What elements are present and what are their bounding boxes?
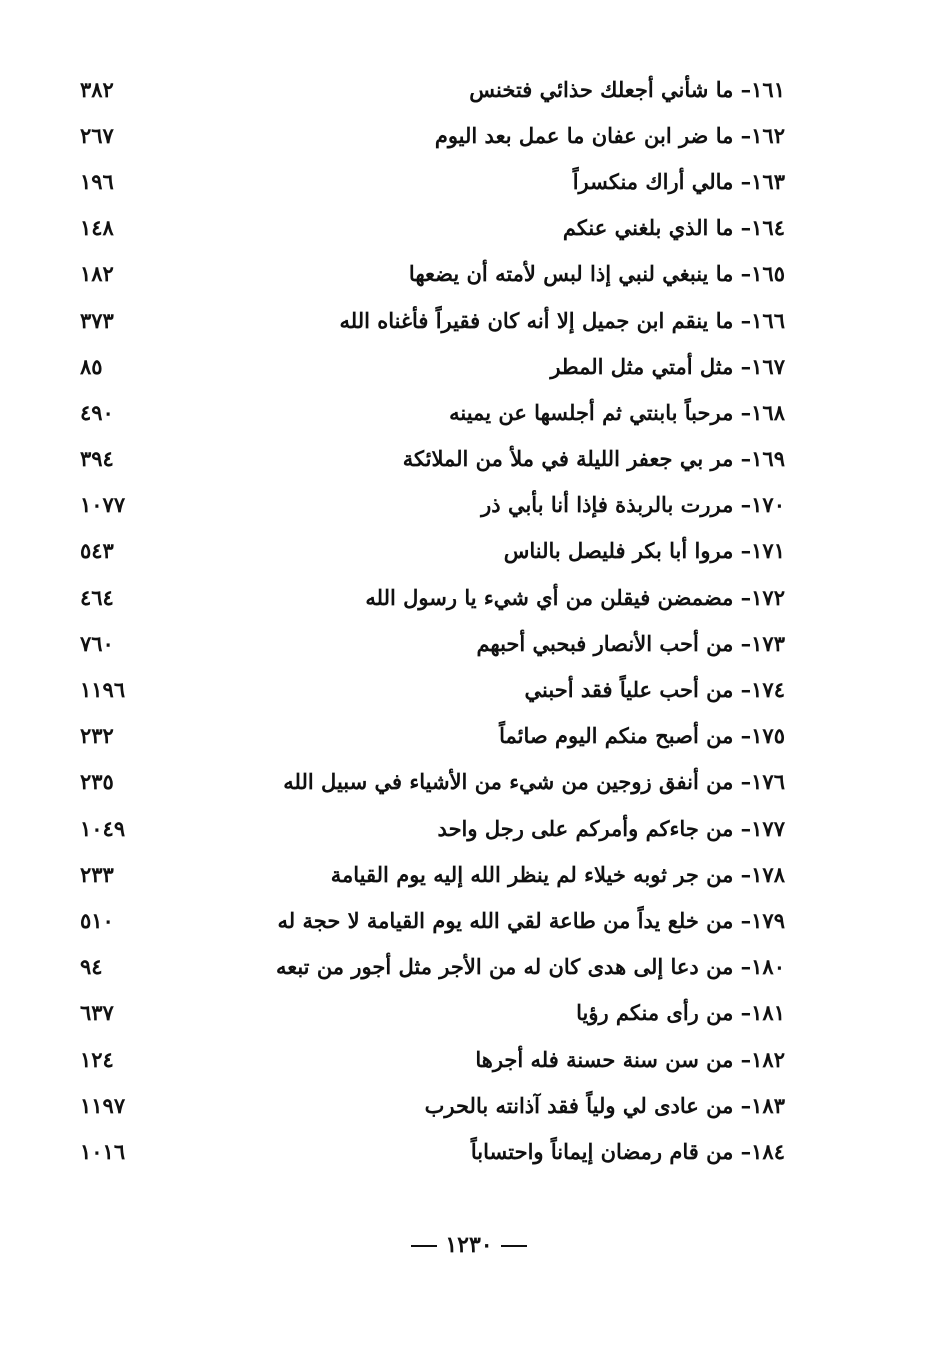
page-number: ١٢٣٠ <box>445 1232 493 1258</box>
entry-page-number: ١١٩٧ <box>80 1092 126 1118</box>
list-item <box>80 482 785 528</box>
entry-page-number: ٦٣٧ <box>80 1000 114 1026</box>
list-item <box>80 620 785 666</box>
entry-text: ١٧٦– من أنفق زوجين من شيء من الأشياء في سبيل الله <box>283 769 785 795</box>
entry-text: ١٨١– من رأى منكم رؤيا <box>576 1000 785 1026</box>
entry-text: ١٦٧– مثل أمتي مثل المطر <box>550 353 785 379</box>
entry-text: ١٦٤– ما الذي بلغني عنكم <box>562 215 785 241</box>
list-item <box>80 574 785 620</box>
entry-text: ١٧٧– من جاءكم وأمركم على رجل واحد <box>437 815 785 841</box>
entry-page-number: ٢٣٥ <box>80 769 114 795</box>
entry-page-number: ٢٦٧ <box>80 122 114 148</box>
list-item <box>80 805 785 851</box>
entry-text: ١٨٣– من عادى لي ولياً فقد آذانته بالحرب <box>424 1092 785 1118</box>
entry-text: ١٨٢– من سن سنة حسنة فله أجرها <box>475 1046 785 1072</box>
entry-page-number: ٩٤ <box>80 954 103 980</box>
entry-page-number: ٣٧٣ <box>80 307 114 333</box>
entry-text: ١٦٦– ما ينقم ابن جميل إلا أنه كان فقيراً فأغناه الله <box>339 307 785 333</box>
list-item <box>80 205 785 251</box>
entry-text: ١٧٩– من خلع يداً من طاعة لقي الله يوم القيامة لا حجة له <box>277 907 785 933</box>
entry-page-number: ٨٥ <box>80 353 103 379</box>
entry-page-number: ٥٤٣ <box>80 538 114 564</box>
entry-page-number: ٧٦٠ <box>80 630 114 656</box>
entry-page-number: ٥١٠ <box>80 907 114 933</box>
entry-page-number: ١٠٧٧ <box>80 492 126 518</box>
page-footer <box>0 1232 938 1258</box>
entry-text: ١٦٥– ما ينبغي لنبي إذا لبس لأمته أن يضعها <box>408 261 785 287</box>
list-item <box>80 158 785 204</box>
entry-text: ١٧٥– من أصبح منكم اليوم صائماً <box>499 723 785 749</box>
entry-text: ١٨٤– من قام رمضان إيماناً واحتساباً <box>470 1138 785 1164</box>
hadith-index-list <box>80 66 785 1175</box>
entry-text: ١٧٨– من جر ثوبه خيلاء لم ينظر الله إليه يوم القيامة <box>330 861 785 887</box>
list-item <box>80 713 785 759</box>
list-item <box>80 897 785 943</box>
entry-text: ١٦٣– مالي أراك منكسراً <box>572 168 785 194</box>
entry-text: ١٧١– مروا أبا بكر فليصل بالناس <box>503 538 785 564</box>
entry-text: ١٦٢– ما ضر ابن عفان ما عمل بعد اليوم <box>434 122 785 148</box>
entry-text: ١٧٣– من أحب الأنصار فبحبي أحبهم <box>476 630 785 656</box>
entry-text: ١٧٤– من أحب علياً فقد أحبني <box>524 677 785 703</box>
entry-page-number: ١٢٤ <box>80 1046 114 1072</box>
list-item <box>80 759 785 805</box>
entry-text: ١٦٩– مر بي جعفر الليلة في ملأ من الملائكة <box>402 446 785 472</box>
entry-page-number: ١٠١٦ <box>80 1138 126 1164</box>
list-item <box>80 297 785 343</box>
entry-text: ١٧٢– مضمضن فيقلن من أي شيء يا رسول الله <box>365 584 785 610</box>
entry-page-number: ١١٩٦ <box>80 677 126 703</box>
list-item <box>80 251 785 297</box>
entry-text: ١٦٨– مرحباً بابنتي ثم أجلسها عن يمينه <box>449 399 785 425</box>
entry-text: ١٦١– ما شأني أجعلك حذائي فتخنس <box>469 76 785 102</box>
list-item <box>80 666 785 712</box>
entry-page-number: ٣٩٤ <box>80 446 114 472</box>
entry-text: ١٨٠– من دعا إلى هدى كان له من الأجر مثل أجور من تبعه <box>275 954 785 980</box>
list-item <box>80 343 785 389</box>
entry-page-number: ١٩٦ <box>80 168 114 194</box>
list-item <box>80 528 785 574</box>
entry-page-number: ٢٣٢ <box>80 723 114 749</box>
list-item <box>80 436 785 482</box>
entry-page-number: ٤٦٤ <box>80 584 114 610</box>
entry-page-number: ٢٣٣ <box>80 861 114 887</box>
entry-page-number: ٤٩٠ <box>80 399 114 425</box>
entry-page-number: ١٤٨ <box>80 215 114 241</box>
list-item <box>80 944 785 990</box>
list-item <box>80 66 785 112</box>
entry-text: ١٧٠– مررت بالربذة فإذا أنا بأبي ذر <box>481 492 785 518</box>
list-item <box>80 1128 785 1174</box>
footer-dash-left <box>411 1245 437 1247</box>
entry-page-number: ١٨٢ <box>80 261 114 287</box>
list-item <box>80 851 785 897</box>
entry-page-number: ١٠٤٩ <box>80 815 126 841</box>
list-item <box>80 112 785 158</box>
list-item <box>80 389 785 435</box>
list-item <box>80 990 785 1036</box>
entry-page-number: ٣٨٢ <box>80 76 114 102</box>
list-item <box>80 1082 785 1128</box>
footer-dash-right <box>501 1245 527 1247</box>
list-item <box>80 1036 785 1082</box>
